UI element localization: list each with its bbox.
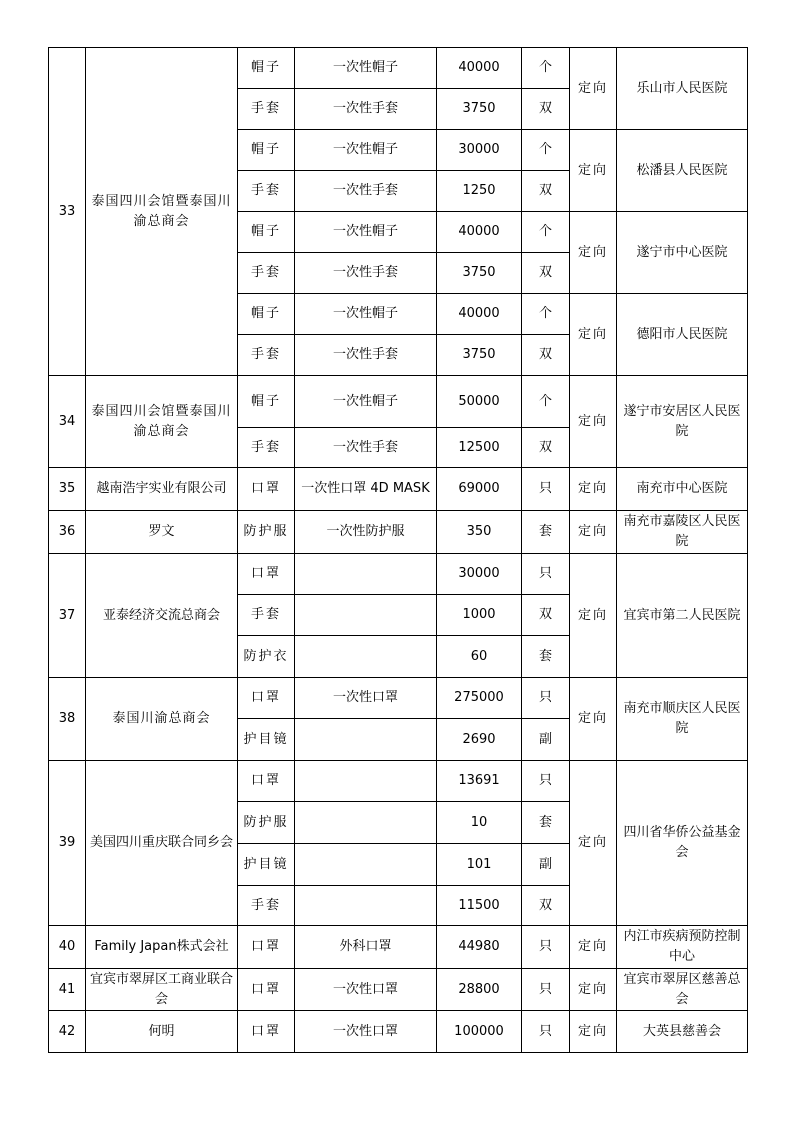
item-spec: 一次性手套	[295, 428, 437, 468]
item-name: 手套	[238, 886, 295, 926]
row-number: 35	[49, 468, 86, 511]
item-unit: 个	[522, 130, 570, 171]
item-spec: 外科口罩	[295, 926, 437, 969]
item-unit: 个	[522, 48, 570, 89]
item-quantity: 1000	[437, 595, 522, 636]
item-unit: 套	[522, 802, 570, 844]
donation-method: 定向	[570, 48, 617, 130]
item-spec	[295, 554, 437, 595]
item-name: 帽子	[238, 48, 295, 89]
recipient: 四川省华侨公益基金会	[617, 761, 748, 926]
table-row	[49, 554, 748, 595]
item-name: 口罩	[238, 761, 295, 802]
row-number: 36	[49, 511, 86, 554]
item-spec	[295, 636, 437, 678]
donor-name: 泰国川渝总商会	[86, 678, 238, 761]
item-name: 护目镜	[238, 844, 295, 886]
item-spec: 一次性防护服	[295, 511, 437, 554]
item-name: 手套	[238, 428, 295, 468]
item-unit: 双	[522, 253, 570, 294]
donor-name: 何明	[86, 1011, 238, 1053]
item-name: 手套	[238, 171, 295, 212]
table-row	[49, 969, 748, 1011]
item-spec: 一次性手套	[295, 253, 437, 294]
donation-method: 定向	[570, 926, 617, 969]
item-unit: 个	[522, 376, 570, 428]
item-unit: 套	[522, 511, 570, 554]
donation-method: 定向	[570, 969, 617, 1011]
item-quantity: 10	[437, 802, 522, 844]
donation-method: 定向	[570, 761, 617, 926]
recipient: 德阳市人民医院	[617, 294, 748, 376]
item-spec	[295, 886, 437, 926]
item-name: 防护服	[238, 802, 295, 844]
table-row	[49, 761, 748, 802]
table-row	[49, 48, 748, 89]
item-unit: 双	[522, 171, 570, 212]
donation-method: 定向	[570, 212, 617, 294]
donor-name: 宜宾市翠屏区工商业联合会	[86, 969, 238, 1011]
donation-method: 定向	[570, 376, 617, 468]
item-unit: 套	[522, 636, 570, 678]
item-quantity: 3750	[437, 253, 522, 294]
item-quantity: 30000	[437, 554, 522, 595]
item-quantity: 69000	[437, 468, 522, 511]
recipient: 宜宾市翠屏区慈善总会	[617, 969, 748, 1011]
donor-name: 越南浩宇实业有限公司	[86, 468, 238, 511]
donor-name: 罗文	[86, 511, 238, 554]
donation-method: 定向	[570, 511, 617, 554]
item-name: 口罩	[238, 468, 295, 511]
item-name: 防护衣	[238, 636, 295, 678]
table-row	[49, 1011, 748, 1053]
item-quantity: 11500	[437, 886, 522, 926]
item-unit: 个	[522, 294, 570, 335]
item-quantity: 3750	[437, 89, 522, 130]
item-unit: 只	[522, 761, 570, 802]
item-spec	[295, 761, 437, 802]
row-number: 40	[49, 926, 86, 969]
item-spec: 一次性帽子	[295, 376, 437, 428]
item-quantity: 60	[437, 636, 522, 678]
donation-table	[48, 47, 748, 1053]
item-unit: 只	[522, 554, 570, 595]
recipient: 宜宾市第二人民医院	[617, 554, 748, 678]
item-spec: 一次性手套	[295, 335, 437, 376]
item-name: 口罩	[238, 926, 295, 969]
donation-method: 定向	[570, 554, 617, 678]
donor-name: Family Japan株式会社	[86, 926, 238, 969]
item-spec: 一次性帽子	[295, 294, 437, 335]
donor-name: 泰国四川会馆暨泰国川渝总商会	[86, 376, 238, 468]
item-name: 手套	[238, 595, 295, 636]
item-name: 口罩	[238, 969, 295, 1011]
item-quantity: 2690	[437, 719, 522, 761]
item-unit: 只	[522, 678, 570, 719]
table-row	[49, 511, 748, 554]
item-unit: 副	[522, 719, 570, 761]
item-quantity: 40000	[437, 48, 522, 89]
item-unit: 副	[522, 844, 570, 886]
item-unit: 只	[522, 468, 570, 511]
item-unit: 只	[522, 969, 570, 1011]
item-name: 帽子	[238, 130, 295, 171]
item-quantity: 30000	[437, 130, 522, 171]
item-quantity: 1250	[437, 171, 522, 212]
item-unit: 个	[522, 212, 570, 253]
item-spec	[295, 802, 437, 844]
item-quantity: 28800	[437, 969, 522, 1011]
item-name: 帽子	[238, 212, 295, 253]
item-name: 手套	[238, 253, 295, 294]
item-quantity: 350	[437, 511, 522, 554]
item-quantity: 44980	[437, 926, 522, 969]
item-name: 防护服	[238, 511, 295, 554]
item-quantity: 101	[437, 844, 522, 886]
donation-method: 定向	[570, 294, 617, 376]
recipient: 松潘县人民医院	[617, 130, 748, 212]
donation-method: 定向	[570, 1011, 617, 1053]
item-quantity: 40000	[437, 294, 522, 335]
item-quantity: 275000	[437, 678, 522, 719]
item-name: 口罩	[238, 678, 295, 719]
item-unit: 只	[522, 1011, 570, 1053]
row-number: 33	[49, 48, 86, 376]
recipient: 南充市中心医院	[617, 468, 748, 511]
item-name: 手套	[238, 89, 295, 130]
donor-name: 亚泰经济交流总商会	[86, 554, 238, 678]
item-name: 帽子	[238, 294, 295, 335]
row-number: 38	[49, 678, 86, 761]
recipient: 内江市疾病预防控制中心	[617, 926, 748, 969]
item-quantity: 13691	[437, 761, 522, 802]
donor-name: 泰国四川会馆暨泰国川渝总商会	[86, 48, 238, 376]
recipient: 南充市顺庆区人民医院	[617, 678, 748, 761]
donation-method: 定向	[570, 678, 617, 761]
item-quantity: 50000	[437, 376, 522, 428]
row-number: 37	[49, 554, 86, 678]
row-number: 34	[49, 376, 86, 468]
item-name: 口罩	[238, 554, 295, 595]
recipient: 遂宁市中心医院	[617, 212, 748, 294]
item-spec	[295, 595, 437, 636]
row-number: 39	[49, 761, 86, 926]
table-row	[49, 468, 748, 511]
item-spec: 一次性口罩	[295, 1011, 437, 1053]
item-unit: 双	[522, 886, 570, 926]
item-quantity: 100000	[437, 1011, 522, 1053]
item-name: 手套	[238, 335, 295, 376]
recipient: 大英县慈善会	[617, 1011, 748, 1053]
item-unit: 双	[522, 428, 570, 468]
item-spec: 一次性帽子	[295, 48, 437, 89]
item-name: 帽子	[238, 376, 295, 428]
row-number: 41	[49, 969, 86, 1011]
item-unit: 双	[522, 335, 570, 376]
recipient: 遂宁市安居区人民医院	[617, 376, 748, 468]
item-spec: 一次性手套	[295, 171, 437, 212]
table-row	[49, 678, 748, 719]
donor-name: 美国四川重庆联合同乡会	[86, 761, 238, 926]
item-spec: 一次性口罩	[295, 678, 437, 719]
item-name: 口罩	[238, 1011, 295, 1053]
item-quantity: 3750	[437, 335, 522, 376]
item-name: 护目镜	[238, 719, 295, 761]
item-spec	[295, 719, 437, 761]
item-spec	[295, 844, 437, 886]
item-quantity: 12500	[437, 428, 522, 468]
recipient: 乐山市人民医院	[617, 48, 748, 130]
donation-method: 定向	[570, 468, 617, 511]
donation-method: 定向	[570, 130, 617, 212]
row-number: 42	[49, 1011, 86, 1053]
item-spec: 一次性帽子	[295, 212, 437, 253]
item-unit: 双	[522, 595, 570, 636]
item-spec: 一次性手套	[295, 89, 437, 130]
recipient: 南充市嘉陵区人民医院	[617, 511, 748, 554]
item-spec: 一次性口罩 4D MASK	[295, 468, 437, 511]
table-row	[49, 376, 748, 428]
item-spec: 一次性口罩	[295, 969, 437, 1011]
item-unit: 双	[522, 89, 570, 130]
item-unit: 只	[522, 926, 570, 969]
item-quantity: 40000	[437, 212, 522, 253]
item-spec: 一次性帽子	[295, 130, 437, 171]
table-row	[49, 926, 748, 969]
